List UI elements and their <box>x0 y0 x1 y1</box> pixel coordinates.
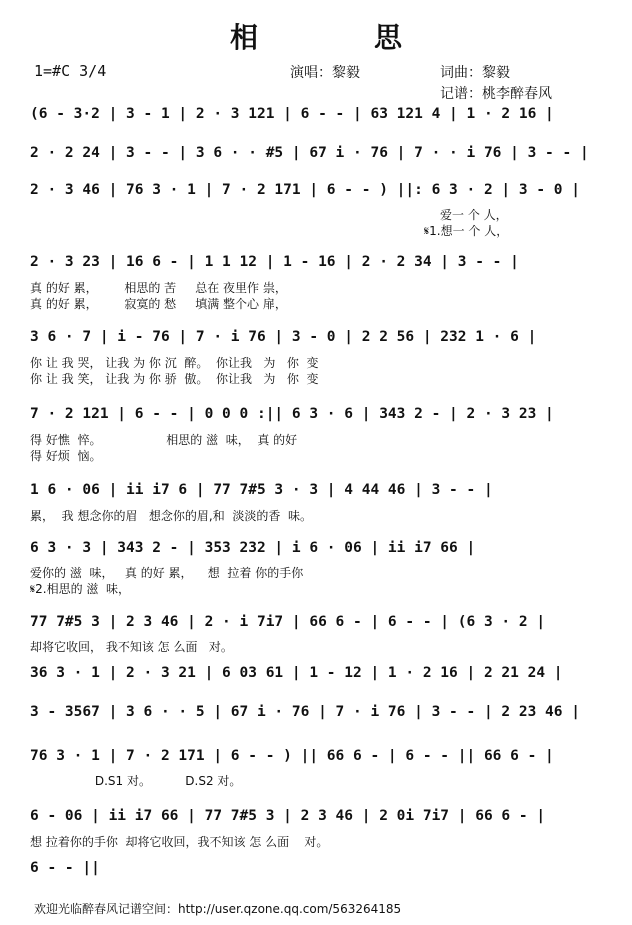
lyric-line-12a: D.S1 对。 D.S2 对。 <box>30 774 242 788</box>
lyric-line-4a: 真 的好 累， 相思的 苦 总在 夜里作 祟， <box>30 281 287 295</box>
lyric-line-3a: 爱一 个 人， <box>440 208 508 222</box>
score-line-6: 7 · 2 121 | 6 - - | 0 0 0 :|| 6 3 · 6 | 343 2 - | 2 · 3 23 | <box>30 406 554 422</box>
key-signature: 1=#C 3/4 <box>34 62 107 80</box>
score-line-4: 2 · 3 23 | 16 6 - | 1 1 12 | 1 - 16 | 2 · 2 34 | 3 - - | <box>30 254 519 270</box>
lyric-line-7a: 累， 我 想念你的眉 想念你的眉,和 淡淡的香 味。 <box>30 509 312 523</box>
score-line-1: (6 - 3·2 | 3 - 1 | 2 · 3 121 | 6 - - | 63 121 4 | 1 · 2 16 | <box>30 106 554 122</box>
lyric-line-5a: 你 让 我 哭， 让我 为 你 沉 醉。 你让我 为 你 变 <box>30 356 319 370</box>
score-line-7: 1 6 · 06 | ii i7 6 | 77 7#5 3 · 3 | 4 44 46 | 3 - - | <box>30 482 493 498</box>
score-line-14: 6 - - || <box>30 860 100 876</box>
writer-credit: 词曲：黎毅 <box>440 65 510 81</box>
lyric-line-5b: 你 让 我 笑， 让我 为 你 骄 傲。 你让我 为 你 变 <box>30 372 319 386</box>
lyric-line-8a: 爱你的 滋 味， 真 的好 累， 想 拉着 你的手你 <box>30 566 304 580</box>
lyric-line-4b: 真 的好 累， 寂寞的 愁 填满 整个心 扉， <box>30 297 287 311</box>
footer-credit: 欢迎光临醉春风记谱空间：http://user.qzone.qq.com/563264185 <box>34 902 402 916</box>
score-line-5: 3 6 · 7 | i - 76 | 7 · i 76 | 3 - 0 | 2 2 56 | 232 1 · 6 | <box>30 329 537 345</box>
score-line-13: 6 - 06 | ii i7 66 | 77 7#5 3 | 2 3 46 | 2 0i 7i7 | 66 6 - | <box>30 808 546 824</box>
score-line-12: 76 3 · 1 | 7 · 2 171 | 6 - - ) || 66 6 - | 6 - - || 66 6 - | <box>30 748 554 764</box>
lyric-line-6a: 得 好憔 悴。 相思的 滋 味， 真 的好 <box>30 433 298 447</box>
lyric-line-8b: 𝄋2.相思的 滋 味， <box>30 582 131 596</box>
singer-credit: 演唱：黎毅 <box>290 65 360 81</box>
score-line-2: 2 · 2 24 | 3 - - | 3 6 · · #5 | 67 i · 76 | 7 · · i 76 | 3 - - | <box>30 145 589 161</box>
lyric-line-6b: 得 好烦 恼。 <box>30 449 102 463</box>
song-title: 相 思 <box>229 21 446 54</box>
score-line-9: 77 7#5 3 | 2 3 46 | 2 · i 7i7 | 66 6 - | 6 - - | (6 3 · 2 | <box>30 614 546 630</box>
score-line-8: 6 3 · 3 | 343 2 - | 353 232 | i 6 · 06 | ii i7 66 | <box>30 540 476 556</box>
scribe-credit: 记谱：桃李醉春风 <box>440 86 552 102</box>
score-line-11: 3 - 3567 | 3 6 · · 5 | 67 i · 76 | 7 · i 76 | 3 - - | 2 23 46 | <box>30 704 580 720</box>
lyric-line-3b: 𝄋1.想一 个 人， <box>424 224 509 238</box>
score-line-10: 36 3 · 1 | 2 · 3 21 | 6 03 61 | 1 - 12 | 1 · 2 16 | 2 21 24 | <box>30 665 563 681</box>
lyric-line-13a: 想 拉着你的手你 却将它收回，我不知该 怎 么面 对。 <box>30 835 329 849</box>
score-line-3: 2 · 3 46 | 76 3 · 1 | 7 · 2 171 | 6 - - ) ||: 6 3 · 2 | 3 - 0 | <box>30 182 580 198</box>
lyric-line-9a: 却将它收回， 我不知该 怎 么面 对。 <box>30 640 233 654</box>
